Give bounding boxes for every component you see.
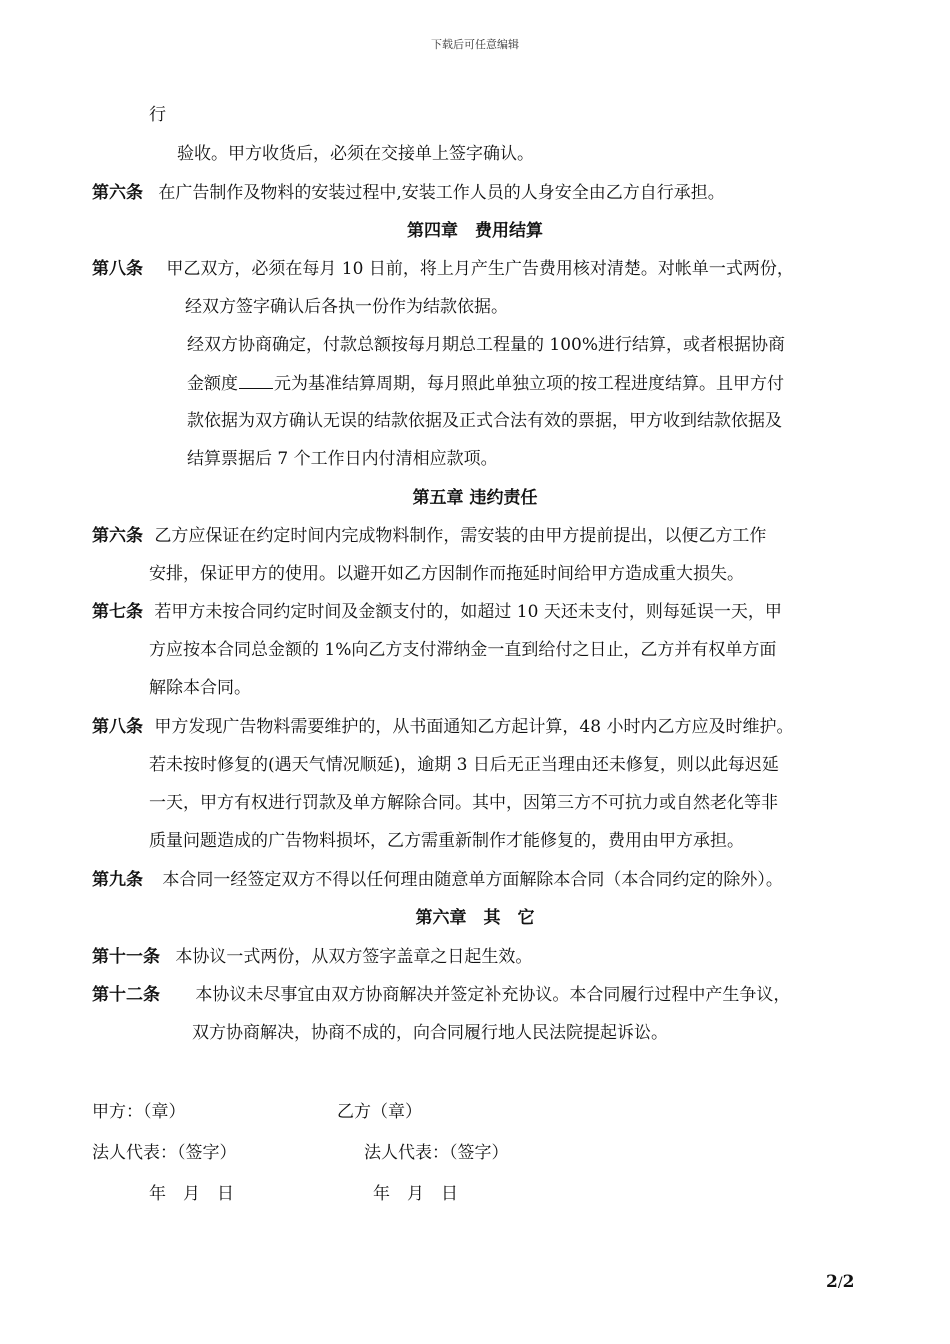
article-6-liability (92, 525, 766, 547)
article-label: 第八条 (92, 259, 143, 279)
chapter-5-heading: 第五章 违约责任 (412, 488, 538, 508)
article-8-maintenance (92, 716, 793, 738)
article-label: 第九条 (92, 870, 143, 890)
party-a-representative: 法人代表：（签字） (92, 1143, 237, 1163)
body-line: 若未按时修复的(遇天气情况顺延)，逾期 3 日后无正当理由还未修复，则以此每迟延 (149, 755, 779, 775)
chapter-6-heading: 第六章 其 它 (415, 908, 535, 928)
body-line-with-blank (187, 372, 784, 395)
party-b-date: 年 月 日 (373, 1184, 458, 1204)
body-line: 结算票据后 7 个工作日内付清相应款项。 (187, 449, 498, 469)
article-text: 若甲方未按合同约定时间及金额支付的，如超过 10 天还未支付，则每延误一天，甲 (154, 602, 782, 622)
article-text: 甲乙双方，必须在每月 10 日前，将上月产生广告费用核对清楚。对帐单一式两份， (166, 259, 794, 279)
page-separator: / (837, 1275, 843, 1291)
page-total: 2 (842, 1272, 855, 1292)
article-12 (92, 984, 790, 1006)
chapter-4-heading: 第四章 费用结算 (407, 221, 543, 241)
body-line: 双方协商解决，协商不成的，向合同履行地人民法院提起诉讼。 (192, 1023, 668, 1043)
article-text: 在广告制作及物料的安装过程中,安装工作人员的人身安全由乙方自行承担。 (158, 183, 725, 203)
body-line: 经双方协商确定，付款总额按每月期总工程量的 100%进行结算，或者根据协商 (187, 335, 786, 355)
article-9 (92, 869, 783, 891)
article-8-settlement (92, 258, 794, 280)
body-line: 验收。甲方收货后，必须在交接单上签字确认。 (177, 144, 534, 164)
fill-in-blank[interactable] (239, 372, 273, 389)
article-label: 第十二条 (92, 985, 160, 1005)
body-text: 元为基准结算周期，每月照此单独立项的按工程进度结算。且甲方付 (274, 374, 784, 394)
party-a-date: 年 月 日 (149, 1184, 234, 1204)
article-7 (92, 601, 782, 623)
page-header: 下载后可任意编辑 (431, 38, 519, 51)
article-6-acceptance (92, 182, 725, 204)
article-label: 第六条 (92, 183, 143, 203)
body-line: 一天，甲方有权进行罚款及单方解除合同。其中，因第三方不可抗力或自然老化等非 (149, 793, 778, 813)
body-line: 方应按本合同总金额的 1%向乙方支付滞纳金一直到给付之日止，乙方并有权单方面 (149, 640, 777, 660)
body-line: 安排，保证甲方的使用。以避开如乙方因制作而拖延时间给甲方造成重大损失。 (149, 564, 744, 584)
party-b-representative: 法人代表：（签字） (364, 1143, 509, 1163)
article-label: 第十一条 (92, 947, 160, 967)
article-text: 乙方应保证在约定时间内完成物料制作，需安装的由甲方提前提出，以便乙方工作 (154, 526, 767, 546)
body-line: 款依据为双方确认无误的结款依据及正式合法有效的票据，甲方收到结款依据及 (187, 411, 782, 431)
article-label: 第七条 (92, 602, 143, 622)
body-line: 行 (149, 105, 166, 125)
page-number (826, 1272, 854, 1292)
body-line: 解除本合同。 (149, 678, 251, 698)
article-label: 第六条 (92, 526, 143, 546)
party-b-seal: 乙方（章） (337, 1102, 422, 1122)
body-line: 质量问题造成的广告物料损坏，乙方需重新制作才能修复的，费用由甲方承担。 (149, 831, 744, 851)
article-text: 本协议未尽事宜由双方协商解决并签定补充协议。本合同履行过程中产生争议， (195, 985, 791, 1005)
body-line: 经双方签字确认后各执一份作为结款依据。 (185, 297, 508, 317)
body-text: 金额度 (187, 374, 238, 394)
party-a-seal: 甲方：（章） (92, 1102, 186, 1122)
article-text: 本协议一式两份，从双方签字盖章之日起生效。 (175, 947, 533, 967)
article-text: 本合同一经签定双方不得以任何理由随意单方面解除本合同（本合同约定的除外）。 (162, 870, 783, 890)
article-label: 第八条 (92, 717, 143, 737)
article-text: 甲方发现广告物料需要维护的，从书面通知乙方起计算，48 小时内乙方应及时维护。 (154, 717, 794, 737)
page-current: 2 (826, 1272, 838, 1292)
article-11 (92, 946, 532, 968)
